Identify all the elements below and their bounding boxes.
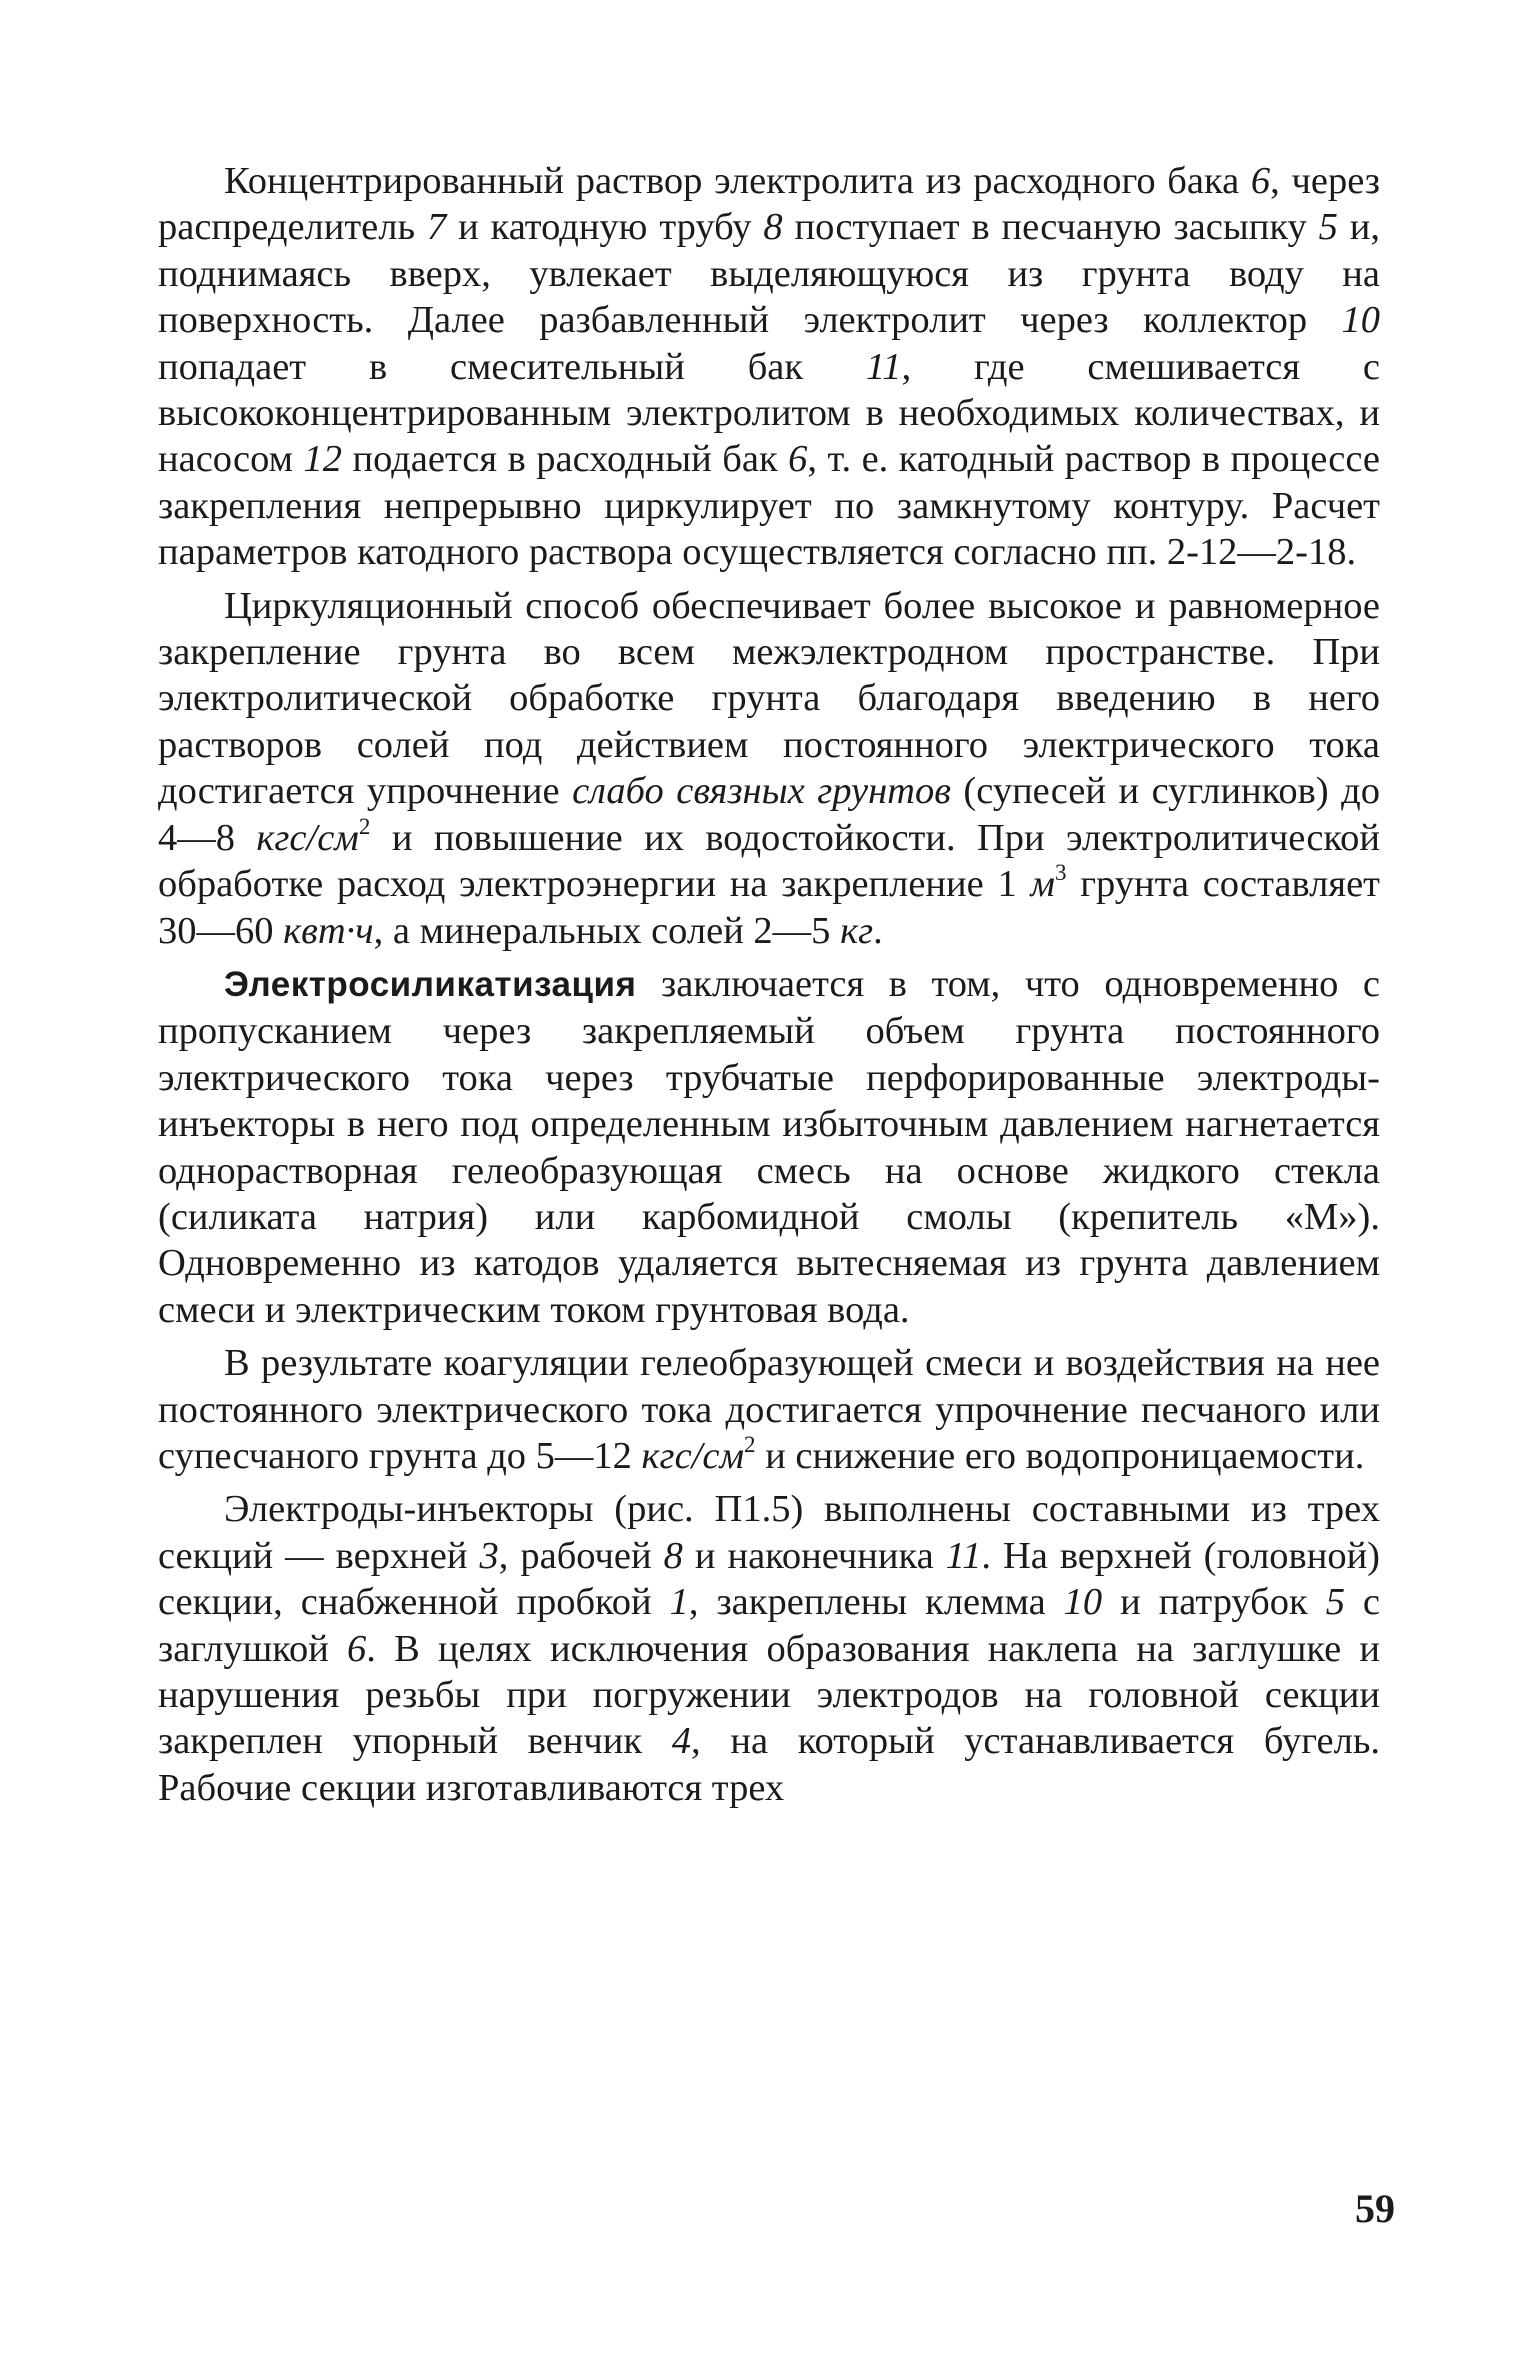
text-segment: и, поднимаясь вверх, увлекает выделяющуюся из грунта воду на поверхность. Далее разбавленный электролит через коллектор — [158, 206, 1380, 342]
page-number: 59 — [1355, 2186, 1395, 2231]
text-segment: 7 — [426, 206, 447, 249]
text-segment: с заглушкой — [158, 1581, 1380, 1670]
text-segment: кг — [840, 909, 874, 952]
text-segment: 6 — [788, 438, 808, 481]
text-segment: 6 — [1250, 160, 1271, 202]
text-segment: . На верхней (головной) секции, снабженной пробкой — [158, 1534, 1380, 1624]
superscript: 2 — [744, 1430, 756, 1457]
text-segment: 5 — [1318, 206, 1338, 249]
term-heading: Электросиликатизация — [224, 964, 637, 1004]
paragraph-2 — [158, 583, 1380, 954]
text-segment: 4 — [671, 1720, 692, 1763]
page-text-body — [158, 158, 1380, 1818]
text-segment: поступает в песчаную засыпку — [782, 206, 1319, 249]
paragraph-3 — [158, 961, 1380, 1333]
text-segment: и повышение их водостойкости. При электролитической обработке расход электроэнергии на закрепление 1 — [158, 816, 1381, 906]
text-segment: (супесей и суглинков) до 4—8 — [158, 770, 1380, 859]
text-segment: , т. е. катодный раствор в процессе закрепления непрерывно циркулирует по замкнутому контуру. Расчет параметров катодного раствора осуществляется согласно пп. 2-12—2-18. — [158, 438, 1380, 574]
text-segment: квт·ч — [283, 909, 374, 952]
text-segment: , где смешивается с высококонцентрированным электролитом в необходимых количествах, и насосом — [158, 345, 1380, 481]
paragraph-4 — [158, 1340, 1380, 1479]
text-segment: м — [1030, 863, 1055, 906]
text-segment: заключается в том, что одновременно с пропусканием через закрепляемый объем грунта постоянного электрического тока через трубчатые перфорированные электроды-инъекторы в него под определенным избыточным давлением нагнетается однорастворная гелеобразующая смесь на основе жидкого стекла (силиката натрия) или карбомидной смолы (крепитель «М»). Одновременно из катодов удаляется вытесняемая из грунта давлением смеси и электрическим током грунтовая вода. — [158, 962, 1380, 1331]
text-segment: 6 — [347, 1627, 367, 1670]
text-segment: 12 — [303, 438, 342, 481]
text-segment: 8 — [663, 1534, 683, 1577]
text-segment: кгс/см — [256, 816, 359, 859]
text-segment: попадает в смесительный бак — [158, 345, 866, 388]
text-segment: . — [873, 909, 883, 952]
text-segment: В результате коагуляции гелеобразующей смеси и воздействия на нее постоянного электрического тока достигается упрочнение песчаного или супесчаного грунта до 5—12 — [158, 1342, 1380, 1477]
text-segment: 11 — [945, 1534, 982, 1577]
text-segment: Электроды-инъекторы (рис. П1.5) выполнены составными из трех секций — верхней — [158, 1488, 1380, 1577]
text-segment: 11 — [865, 345, 902, 388]
text-segment: 5 — [1325, 1581, 1345, 1624]
text-segment: 10 — [1341, 299, 1380, 342]
text-segment: Концентрированный раствор электролита из расходного бака — [224, 160, 1251, 202]
text-segment: . В целях исключения образования наклепа на заглушке и нарушения резьбы при погружении электродов на головной секции закреплен упорный венчик — [158, 1627, 1381, 1763]
text-segment: кгс/см — [641, 1434, 745, 1477]
text-segment: , рабочей — [498, 1534, 664, 1577]
paragraph-1 — [158, 158, 1380, 576]
text-segment: , на который устанавливается бугель. Рабочие секции изготавливаются трех — [158, 1720, 1381, 1809]
text-segment: и патрубок — [1102, 1581, 1326, 1624]
text-segment: слабо связных грунтов — [572, 770, 951, 813]
text-segment: 10 — [1063, 1581, 1103, 1624]
text-segment: и катодную трубу — [446, 206, 764, 249]
text-segment: грунта составляет 30—60 — [158, 863, 1380, 952]
text-segment: 3 — [479, 1534, 499, 1577]
text-segment: 8 — [763, 206, 783, 249]
paragraph-5 — [158, 1486, 1380, 1811]
text-segment: и наконечника — [682, 1534, 946, 1577]
superscript: 3 — [1054, 858, 1067, 885]
text-segment: подается в расходный бак — [341, 438, 789, 481]
text-segment: , а минеральных солей 2—5 — [373, 909, 841, 952]
text-segment: и снижение его водопроницаемости. — [755, 1434, 1365, 1477]
text-segment: , закреплены клемма — [688, 1581, 1064, 1624]
text-segment: , через распределитель — [158, 160, 1380, 249]
superscript: 2 — [358, 812, 371, 839]
text-segment: 1 — [669, 1581, 689, 1624]
text-segment: Циркуляционный способ обеспечивает более высокое и равномерное закрепление грунта во всем межэлектродном пространстве. При электролитической обработке грунта благодаря введению в него растворов солей под действием постоянного электрического тока достигается упрочнение — [158, 584, 1380, 813]
